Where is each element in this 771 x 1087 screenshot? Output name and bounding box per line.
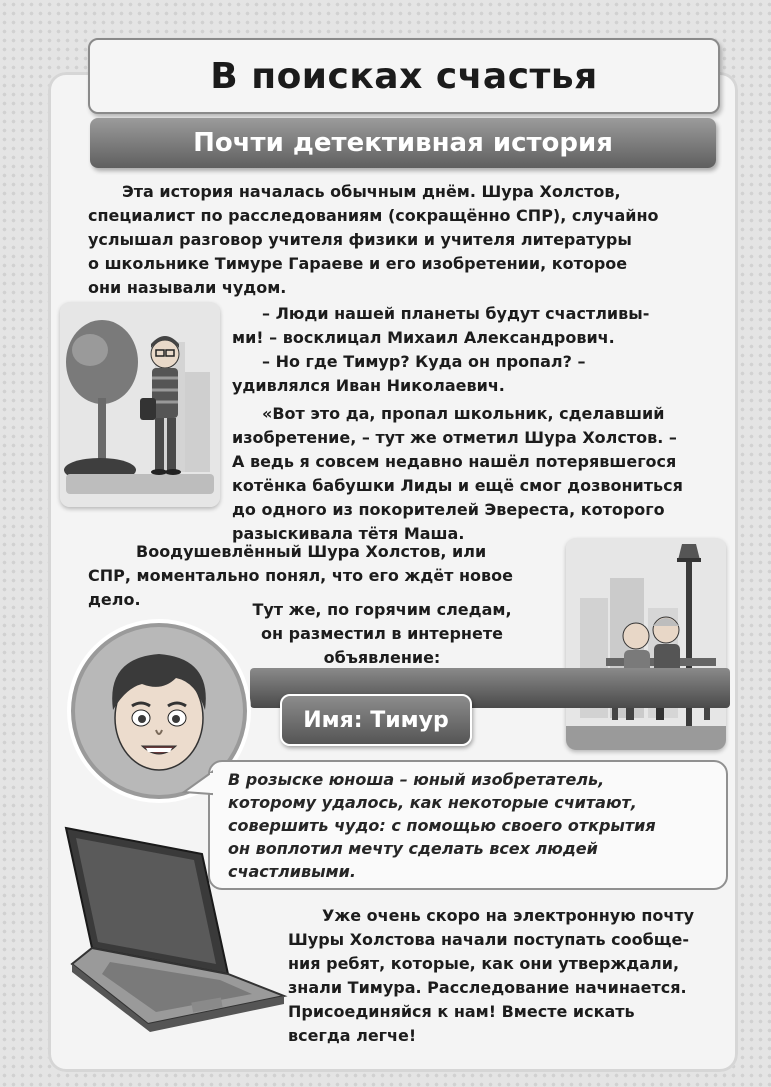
laptop-icon: [52, 824, 292, 1032]
name-label: Имя: Тимур: [303, 707, 449, 733]
title-box: [88, 38, 720, 114]
outro-line: знали Тимура. Расследование начинается.: [288, 978, 687, 997]
subtitle-bar: [90, 118, 716, 168]
bubble-tail: [182, 770, 214, 800]
boy-walking-icon: [60, 302, 220, 507]
dialog-paragraph-1: [232, 302, 718, 350]
page-title: В поисках счастья: [210, 55, 598, 97]
quote-line: «Вот это да, пропал школьник, сделавший: [262, 404, 665, 423]
quote-paragraph: [232, 402, 718, 546]
quote-line: А ведь я совсем недавно нашёл потерявшегося: [232, 452, 677, 471]
dialog-line: – Но где Тимур? Куда он пропал? –: [262, 352, 586, 371]
outro-line: Присоединяйся к нам! Вместе искать: [288, 1002, 635, 1021]
inspired-line: Воодушевлённый Шура Холстов, или: [136, 542, 487, 561]
posted-line: объявление:: [323, 648, 441, 667]
intro-line: услышал разговор учителя физики и учителя литературы: [88, 230, 632, 249]
boy-walking-illustration: [60, 302, 220, 507]
posted-line: Тут же, по горячим следам,: [252, 600, 512, 619]
outro-line: Шуры Холстова начали поступать сообще-: [288, 930, 689, 949]
inspired-line: СПР, моментально понял, что его ждёт новое: [88, 566, 513, 585]
inspired-line: дело.: [88, 590, 141, 609]
ad-line: которому удалось, как некоторые считают,: [228, 793, 637, 812]
ad-line: он воплотил мечту сделать всех людей: [228, 839, 598, 858]
laptop-illustration: [52, 824, 292, 1032]
intro-line: Эта история началась обычным днём. Шура Холстов,: [122, 182, 621, 201]
outro-paragraph: [288, 904, 718, 1048]
intro-paragraph: [88, 180, 718, 300]
posted-line: он разместил в интернете: [261, 624, 503, 643]
quote-line: котёнка бабушки Лиды и ещё смог дозвониться: [232, 476, 683, 495]
intro-line: о школьнике Тимуре Гараеве и его изобретении, которое: [88, 254, 628, 273]
outro-line: ния ребят, которые, как они утверждали,: [288, 954, 680, 973]
dialog-line: удивлялся Иван Николаевич.: [232, 376, 505, 395]
intro-line: специалист по расследованиям (сокращённо СПР), случайно: [88, 206, 659, 225]
couple-illustration: [566, 538, 726, 750]
outro-line: всегда легче!: [288, 1026, 417, 1045]
quote-line: разыскивала тётя Маша.: [232, 524, 465, 543]
dialog-line: ми! – восклицал Михаил Александрович.: [232, 328, 615, 347]
ad-text: [228, 768, 708, 883]
dialog-paragraph-2: [232, 350, 718, 398]
name-badge: [280, 694, 472, 746]
ad-line: В розыске юноша – юный изобретатель,: [228, 770, 605, 789]
ad-line: счастливыми.: [228, 862, 356, 881]
page-subtitle: Почти детективная история: [193, 128, 613, 158]
posted-paragraph: [232, 598, 532, 670]
outro-line: Уже очень скоро на электронную почту: [322, 906, 695, 925]
ad-line: совершить чудо: с помощью своего открытия: [228, 816, 656, 835]
quote-line: до одного из покорителей Эвереста, которого: [232, 500, 665, 519]
elderly-couple-bench-icon: [566, 538, 726, 750]
dialog-line: – Люди нашей планеты будут счастливы-: [262, 304, 650, 323]
quote-line: изобретение, – тут же отметил Шура Холстов. –: [232, 428, 677, 447]
intro-line: они называли чудом.: [88, 278, 287, 297]
